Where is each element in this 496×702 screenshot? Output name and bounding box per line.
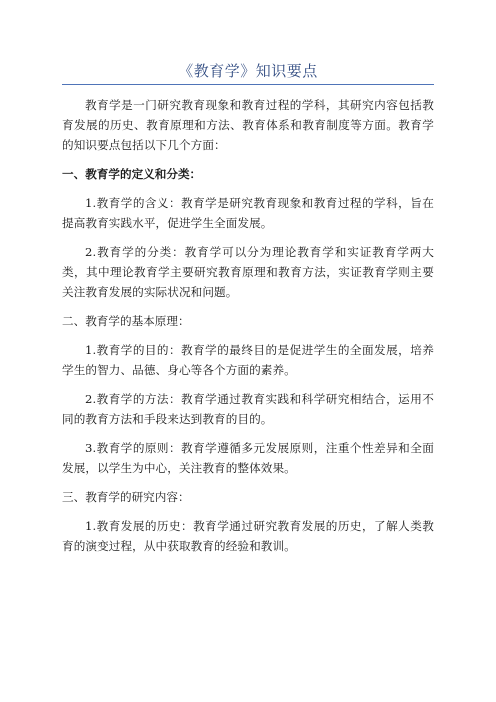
list-item: 1.教育发展的历史：教育学通过研究教育发展的历史，了解人类教育的演变过程，从中获取教育的经验和教训。 [62, 519, 434, 553]
document-title: 《教育学》知识要点 [178, 62, 318, 80]
section-heading-research: 三、教育学的研究内容： [62, 490, 190, 504]
title-underline [62, 84, 434, 85]
intro-paragraph: 教育学是一门研究教育现象和教育过程的学科，其研究内容包括教育发展的历史、教育原理和方法、教育体系和教育制度等方面。教育学的知识要点包括以下几个方面： [62, 98, 434, 152]
list-item: 2.教育学的方法：教育学通过教育实践和科学研究相结合，运用不同的教育方法和手段来达到教育的目的。 [62, 392, 434, 426]
list-item: 1.教育学的目的：教育学的最终目的是促进学生的全面发展，培养学生的智力、品德、身心等各个方面的素养。 [62, 343, 434, 377]
section-heading-definition: 一、教育学的定义和分类： [62, 167, 202, 181]
document-body [62, 95, 434, 565]
list-item: 2.教育学的分类：教育学可以分为理论教育学和实证教育学两大类，其中理论教育学主要研究教育原理和教育方法，实证教育学则主要关注教育发展的实际状况和问题。 [62, 245, 434, 299]
list-item: 3.教育学的原则：教育学遵循多元发展原则，注重个性差异和全面发展，以学生为中心，关注教育的整体效果。 [62, 441, 434, 475]
list-item: 1.教育学的含义：教育学是研究教育现象和教育过程的学科，旨在提高教育实践水平，促进学生全面发展。 [62, 196, 434, 230]
section-heading-principles: 二、教育学的基本原理： [62, 314, 190, 328]
